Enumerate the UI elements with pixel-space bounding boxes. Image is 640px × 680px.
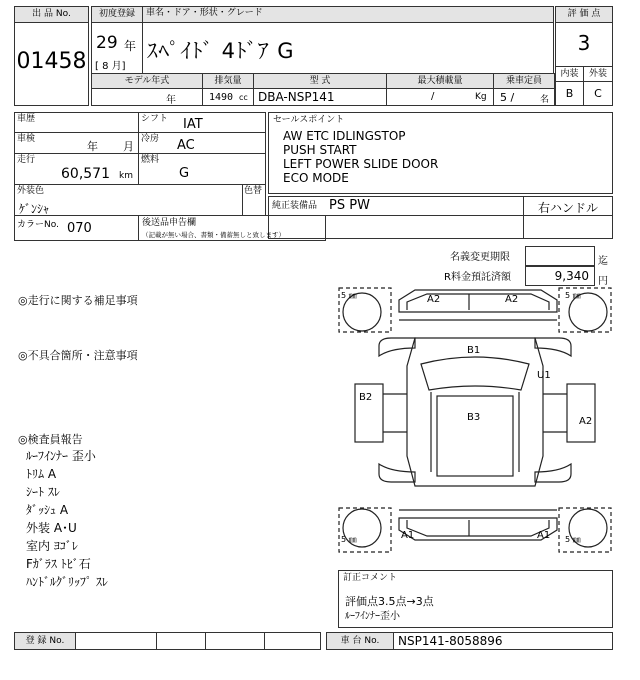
mileage-unit: km xyxy=(119,171,133,181)
reg-month: [ 8 月] xyxy=(95,61,126,72)
damage-mark: B3 xyxy=(467,412,481,423)
tire-label: 5 ㎜ xyxy=(565,291,581,300)
side-view-top xyxy=(399,290,557,320)
score-cell xyxy=(555,22,613,67)
lot-number-cell xyxy=(14,22,89,106)
correction-line-1: 評価点3.5点→3点 xyxy=(345,595,434,608)
exterior-label: 外装 xyxy=(583,66,613,82)
color-label: 外装色 xyxy=(17,186,45,196)
capacity-label: 乗車定員 xyxy=(493,73,555,89)
recycle-box xyxy=(525,266,595,286)
chassis-label: 車 台 No. xyxy=(326,632,394,650)
history-label: 車歴 xyxy=(17,114,36,124)
car-name-cell xyxy=(142,22,554,74)
name-change-label: 名義変更期限 xyxy=(450,252,510,263)
max-load-label: 最大積載量 xyxy=(386,73,494,89)
inspector-label: ◎検査員報告 xyxy=(18,433,83,446)
reg-no-cell-3 xyxy=(205,632,265,650)
tire-front-left xyxy=(339,288,391,332)
exterior-grade: C xyxy=(583,81,613,106)
color-change-label: 色替 xyxy=(244,186,263,196)
displacement-label: 排気量 xyxy=(202,73,254,89)
inspection-year: 年 xyxy=(87,140,98,153)
damage-mark: A2 xyxy=(505,294,519,305)
inspector-note: ﾄﾘﾑ A xyxy=(26,467,57,481)
damage-diagram xyxy=(335,286,615,554)
correction-label: 訂正コメント xyxy=(343,573,398,583)
sales-point-4: ECO MODE xyxy=(283,171,349,185)
car-name: ｽﾍﾟｲﾄﾞ 4ﾄﾞｱ G xyxy=(147,39,295,63)
sales-point-1: AW ETC IDLINGSTOP xyxy=(283,129,406,143)
reg-no-cell-4 xyxy=(264,632,321,650)
shift-label: シフト xyxy=(141,114,169,124)
docs-cell xyxy=(138,215,326,241)
inspector-note: ｼｰﾄ ｽﾚ xyxy=(26,485,60,499)
lot-number-label: 出 品 No. xyxy=(14,6,89,23)
displacement-unit: cc xyxy=(239,93,248,102)
equipment-cell xyxy=(268,196,524,216)
first-reg-cell xyxy=(91,22,143,74)
type-label: 型 式 xyxy=(253,73,387,89)
interior-grade: B xyxy=(555,81,584,106)
type-cell xyxy=(253,88,387,106)
recycle-value: 9,340 xyxy=(554,269,589,283)
shift-cell xyxy=(138,112,266,133)
recycle-label: R料金預託済額 xyxy=(444,272,511,283)
damage-mark: A2 xyxy=(579,416,593,427)
inspection-month: 月 xyxy=(123,140,134,153)
mileage-cell xyxy=(14,153,139,185)
damage-mark: A1 xyxy=(401,530,415,541)
tire-label: 5 ㎜ xyxy=(341,535,357,544)
shift: IAT xyxy=(183,117,203,132)
capacity-cell xyxy=(493,88,555,106)
equipment-label: 純正装備品 xyxy=(272,201,318,211)
recycle-unit: 円 xyxy=(598,276,608,287)
displacement-cell xyxy=(202,88,254,106)
sales-points-box xyxy=(268,112,613,194)
damage-mark: B1 xyxy=(467,345,481,356)
docs-note: （記載が無い場合、書類・備蓄無しと致します） xyxy=(142,231,285,239)
correction-line-2: ﾙｰﾌｲﾝﾅｰ歪小 xyxy=(345,611,400,622)
equipment: PS PW xyxy=(329,198,370,213)
ac-cell xyxy=(138,132,266,154)
chassis-cell xyxy=(393,632,613,650)
history-cell xyxy=(14,112,139,133)
mileage-label: 走行 xyxy=(17,155,36,165)
tire-label: 5 ㎜ xyxy=(341,291,357,300)
lot-number: 01458 xyxy=(16,49,87,74)
sales-point-2: PUSH START xyxy=(283,143,357,157)
displacement: 1490 xyxy=(209,92,234,103)
correction-box xyxy=(338,570,613,628)
color-change-cell xyxy=(242,184,266,216)
tire-rear-right xyxy=(559,508,611,552)
color-no-label: カラーNo. xyxy=(17,220,59,230)
capacity: 5 / xyxy=(500,91,515,104)
ac: AC xyxy=(177,138,195,153)
name-change-box xyxy=(525,246,595,266)
max-load-cell xyxy=(386,88,494,106)
mileage: 60,571 xyxy=(61,166,110,182)
chassis-number: NSP141-8058896 xyxy=(398,634,503,648)
inspector-note: 室内 ﾖｺﾞﾚ xyxy=(26,539,78,553)
name-change-unit: 迄 xyxy=(598,256,608,267)
damage-mark: B2 xyxy=(359,392,373,403)
color: ｹﾞﾝｼｬ xyxy=(19,202,50,216)
color-no: 070 xyxy=(67,221,92,236)
model-year-cell xyxy=(91,88,203,106)
damage-mark: A1 xyxy=(537,530,551,541)
inspector-note: Fｶﾞﾗｽ ﾄﾋﾞ石 xyxy=(26,557,91,571)
model-year-label: モデル年式 xyxy=(91,73,203,89)
capacity-unit: 名 xyxy=(540,95,550,105)
driving-remarks-label: ◎走行に関する補足事項 xyxy=(18,294,138,307)
handle-cell xyxy=(523,196,613,216)
fuel: G xyxy=(179,166,190,181)
docs-label: 後送品申告欄 xyxy=(142,218,197,228)
sales-points-label: セールスポイント xyxy=(273,115,345,125)
reg-year: 29 xyxy=(96,33,118,53)
inspector-note: ﾊﾝﾄﾞﾙｸﾞﾘｯﾌﾟ ｽﾚ xyxy=(26,575,108,589)
reg-no-label: 登 録 No. xyxy=(14,632,76,650)
tire-rear-left xyxy=(339,508,391,552)
equipment-extra-2 xyxy=(523,215,613,239)
ac-label: 冷房 xyxy=(141,134,160,144)
tire-label: 5 ㎜ xyxy=(565,535,581,544)
inspector-note: 外装 A･U xyxy=(26,521,77,535)
inspection-label: 車検 xyxy=(17,134,36,144)
score: 3 xyxy=(577,31,591,55)
type-code: DBA-NSP141 xyxy=(258,90,335,104)
defects-label: ◎不具合箇所・注意事項 xyxy=(18,349,138,362)
handle: 右ハンドル xyxy=(537,201,598,215)
first-reg-label: 初度登録 xyxy=(91,6,143,23)
side-view-bottom xyxy=(399,510,557,540)
reg-no-cell-2 xyxy=(156,632,206,650)
inspection-cell xyxy=(14,132,139,154)
fuel-cell xyxy=(138,153,266,185)
inspector-note: ﾀﾞｯｼｭ A xyxy=(26,503,69,517)
fuel-label: 燃料 xyxy=(141,155,160,165)
reg-no-cell-1 xyxy=(75,632,157,650)
color-cell xyxy=(14,184,243,216)
damage-mark: U1 xyxy=(537,370,551,381)
damage-mark: A2 xyxy=(427,294,441,305)
score-label: 評 価 点 xyxy=(555,6,613,23)
interior-label: 内装 xyxy=(555,66,584,82)
tire-front-right xyxy=(559,288,611,332)
color-no-cell xyxy=(14,215,139,241)
car-name-label-text: 車名・ドア・形状・グレード xyxy=(146,8,263,18)
max-load-unit: Kg xyxy=(475,92,487,102)
sales-point-3: LEFT POWER SLIDE DOOR xyxy=(283,157,439,171)
inspector-note: ﾙｰﾌｲﾝﾅｰ 歪小 xyxy=(26,449,96,463)
max-load-sep: / xyxy=(431,91,435,102)
model-year-unit: 年 xyxy=(166,95,176,106)
reg-year-unit: 年 xyxy=(124,39,137,53)
